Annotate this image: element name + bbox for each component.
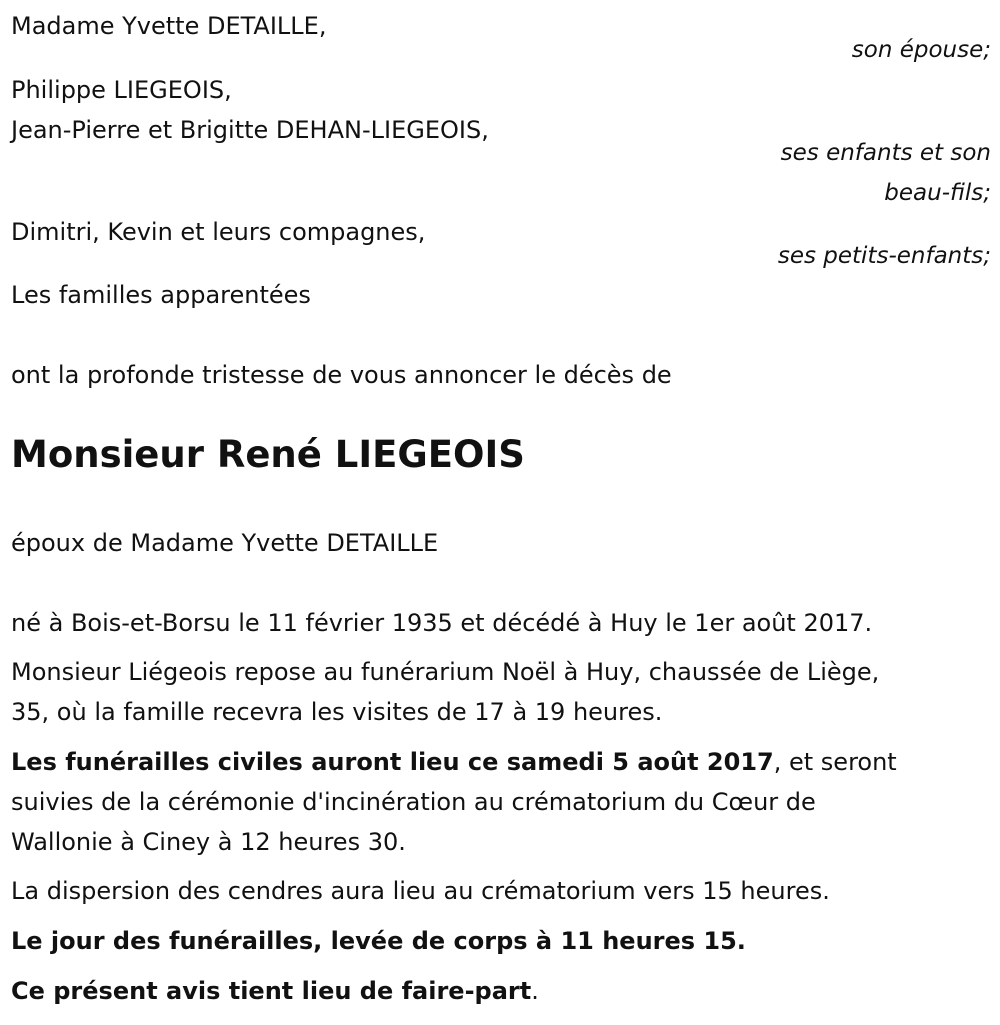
- spouse-name: Madame Yvette DETAILLE,: [11, 12, 327, 40]
- funeral-line2: suivies de la cérémonie d'incinération au crématorium du Cœur de: [11, 788, 816, 816]
- ashes: La dispersion des cendres aura lieu au crématorium vers 15 heures.: [11, 877, 830, 905]
- funeral-date-bold: Les funérailles civiles auront lieu ce samedi 5 août 2017: [11, 748, 774, 776]
- funeral-home-line1: Monsieur Liégeois repose au funérarium Noël à Huy, chaussée de Liège,: [11, 658, 880, 686]
- child-1: Philippe LIEGEOIS,: [11, 76, 232, 104]
- relatives: Les familles apparentées: [11, 281, 311, 309]
- procession: Le jour des funérailles, levée de corps à 11 heures 15.: [11, 927, 746, 955]
- spouse-of: époux de Madame Yvette DETAILLE: [11, 529, 439, 557]
- grandchildren: Dimitri, Kevin et leurs compagnes,: [11, 218, 426, 246]
- funeral-line3: Wallonie à Ciney à 12 heures 30.: [11, 828, 406, 856]
- grandchildren-role: ses petits-enfants;: [777, 243, 991, 269]
- notice-bold: Ce présent avis tient lieu de faire-part: [11, 977, 532, 1005]
- announcement: ont la profonde tristesse de vous annoncer le décès de: [11, 361, 672, 389]
- notice: [11, 971, 539, 1011]
- child-2: Jean-Pierre et Brigitte DEHAN-LIEGEOIS,: [11, 116, 489, 144]
- deceased-name: Monsieur René LIEGEOIS: [11, 433, 525, 476]
- children-role-line2: beau-fils;: [884, 180, 991, 206]
- notice-end: .: [531, 977, 539, 1005]
- funeral-home-line2: 35, où la famille recevra les visites de 17 à 19 heures.: [11, 698, 663, 726]
- children-role-line1: ses enfants et son: [780, 140, 991, 166]
- funeral-rest: , et seront: [773, 748, 897, 776]
- birth-death: né à Bois-et-Borsu le 11 février 1935 et décédé à Huy le 1er août 2017.: [11, 609, 873, 637]
- funeral-line1: [11, 742, 897, 782]
- spouse-role: son épouse;: [851, 37, 991, 63]
